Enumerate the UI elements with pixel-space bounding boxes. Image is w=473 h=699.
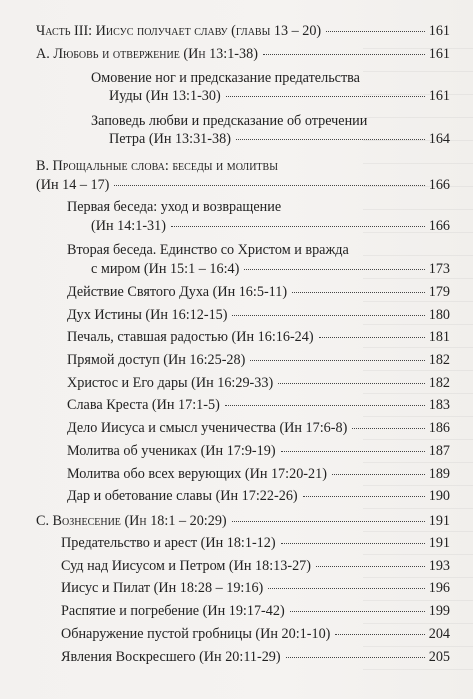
dot-leader [326,31,425,32]
toc-entry-b1[interactable] [91,218,450,235]
toc-page-number: 166 [428,218,450,234]
toc-entry-title: Молитва обо всех верующих (Ин 17:20-21) [67,466,327,482]
dot-leader [352,428,424,429]
toc-page-number: 164 [428,131,450,147]
toc-entry-title: (Ин 14 – 17) [36,177,110,193]
toc-entry-title: Слава Креста (Ин 17:1-5) [67,397,220,413]
toc-entry-title: (Ин 14:1-31) [91,218,166,234]
toc-entry-b12[interactable] [67,488,450,505]
toc-page-number: 193 [428,558,450,574]
toc-entry-c5[interactable] [61,626,450,643]
toc-entry-title: с миром (Ин 15:1 – 16:4) [91,261,240,277]
toc-section-b[interactable] [36,177,450,194]
toc-page-number: 183 [428,397,450,413]
toc-page-number: 161 [428,88,450,104]
dot-leader [316,566,425,567]
toc-entry-b5[interactable] [67,329,450,346]
toc-page-number: 190 [428,488,450,504]
toc-entry-b3[interactable] [67,284,450,301]
toc-entry-c4[interactable] [61,603,450,620]
toc-page-number: 204 [428,626,450,642]
toc-entry-line: Вторая беседа. Единство со Христом и вражда [67,242,349,258]
toc-page-number: 181 [428,329,450,345]
toc-entry-title: Распятие и погребение (Ин 19:17-42) [61,603,285,619]
toc-page-number: 186 [428,420,450,436]
dot-leader [225,405,425,406]
dot-leader [286,657,425,658]
toc-entry-title: Иуды (Ин 13:1-30) [109,88,221,104]
dot-leader [292,292,425,293]
dot-leader [226,96,425,97]
toc-entry-line: Омовение ног и предсказание предательства [91,70,360,86]
dot-leader [303,496,425,497]
dot-leader [244,269,424,270]
toc-page-number: 182 [428,375,450,391]
dot-leader [319,337,425,338]
toc-entry-title: Дух Истины (Ин 16:12-15) [67,307,228,323]
toc-entry-title: Дар и обетование славы (Ин 17:22-26) [67,488,298,504]
toc-page-number: 166 [428,177,450,193]
toc-entry-line: Заповедь любви и предсказание об отречении [91,113,368,129]
toc-entry-b4[interactable] [67,307,450,324]
toc-entry-title: Часть III: Иисус получает славу (главы 13 – 20) [36,23,322,39]
toc-section-c[interactable] [36,513,450,530]
toc-entry-title: Петра (Ин 13:31-38) [109,131,231,147]
dot-leader [236,139,425,140]
toc-page-number: 179 [428,284,450,300]
toc-entry-title: Иисус и Пилат (Ин 18:28 – 19:16) [61,580,264,596]
toc-page-number: 205 [428,649,450,665]
toc-entry-title: Явления Воскресшего (Ин 20:11-29) [61,649,281,665]
toc-entry-title: С. Вознесение (Ин 18:1 – 20:29) [36,513,227,529]
toc-entry-b8[interactable] [67,397,450,414]
dot-leader [232,315,424,316]
toc-entry-b9[interactable] [67,420,450,437]
dot-leader [281,451,425,452]
toc-part-3[interactable] [36,23,450,40]
toc-entry-title: А. Любовь и отвержение (Ин 13:1-38) [36,46,258,62]
toc-page-number: 189 [428,466,450,482]
toc-page-number: 196 [428,580,450,596]
dot-leader [171,226,425,227]
toc-entry-title: Предательство и арест (Ин 18:1-12) [61,535,276,551]
toc-page-number: 199 [428,603,450,619]
toc-entry-title: Действие Святого Духа (Ин 16:5-11) [67,284,288,300]
toc-entry-c6[interactable] [61,649,450,666]
toc-page-number: 173 [428,261,450,277]
toc-entry-title: Молитва об учениках (Ин 17:9-19) [67,443,276,459]
toc-entry-b11[interactable] [67,466,450,483]
toc-entry-a1[interactable] [109,88,450,105]
toc-entry-title: Дело Иисуса и смысл ученичества (Ин 17:6-8) [67,420,348,436]
toc-entry-b7[interactable] [67,375,450,392]
toc-page-number: 182 [428,352,450,368]
toc-entry-line: Первая беседа: уход и возвращение [67,199,282,215]
toc-entry-title: Христос и Его дары (Ин 16:29-33) [67,375,274,391]
toc-page-number: 161 [428,23,450,39]
toc-page-number: 161 [428,46,450,62]
toc-section-a[interactable] [36,46,450,63]
toc-page-number: 187 [428,443,450,459]
toc-entry-c3[interactable] [61,580,450,597]
toc-entry-b10[interactable] [67,443,450,460]
toc-entry-b6[interactable] [67,352,450,369]
dot-leader [114,185,424,186]
toc-entry-b2[interactable] [91,261,450,278]
toc-entry-title: Прямой доступ (Ин 16:25-28) [67,352,246,368]
toc-entry-line: В. Прощальные слова: беседы и молитвы [36,158,278,174]
toc-entry-title: Печаль, ставшая радостью (Ин 16:16-24) [67,329,314,345]
toc-entry-title: Суд над Иисусом и Петром (Ин 18:13-27) [61,558,311,574]
toc-entry-a2[interactable] [109,131,450,148]
dot-leader [335,634,424,635]
dot-leader [250,360,424,361]
dot-leader [263,54,425,55]
toc-entry-c1[interactable] [61,535,450,552]
toc-entry-title: Обнаружение пустой гробницы (Ин 20:1-10) [61,626,331,642]
dot-leader [281,543,425,544]
dot-leader [232,521,425,522]
toc-entry-c2[interactable] [61,558,450,575]
dot-leader [290,611,425,612]
toc-page-number: 191 [428,535,450,551]
dot-leader [268,588,424,589]
dot-leader [278,383,425,384]
toc-page-number: 180 [428,307,450,323]
toc-page-number: 191 [428,513,450,529]
dot-leader [332,474,425,475]
